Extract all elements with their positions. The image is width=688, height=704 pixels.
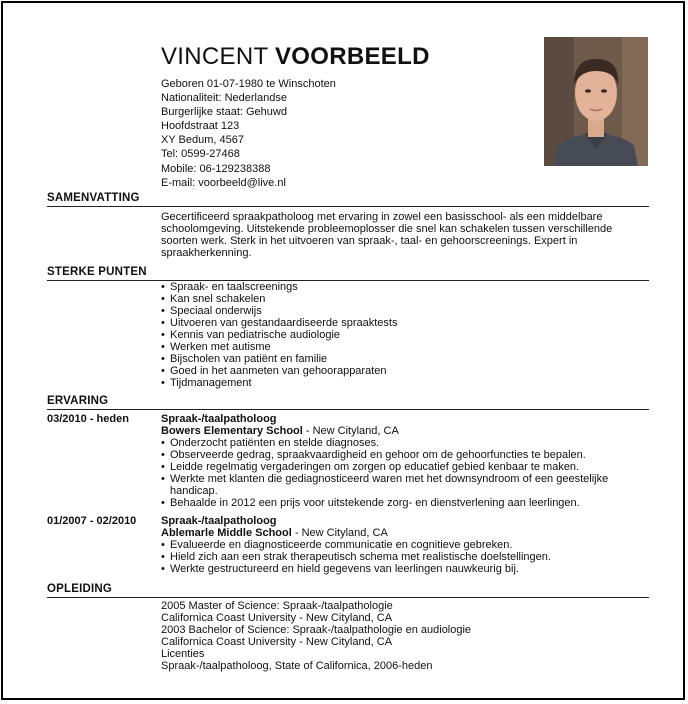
strengths-list <box>161 281 651 389</box>
list-item: • Behaalde in 2012 een prijs voor uitstekende zorg- en dienstverlening aan leerlingen. <box>161 497 651 509</box>
job-title: Spraak-/taalpatholoog <box>161 413 277 425</box>
profile-photo <box>544 37 648 166</box>
school-line: Californica Coast University - New Cityland, CA <box>161 636 393 648</box>
job-employer <box>161 527 651 539</box>
birth-info: Geboren 01-07-1980 te Winschoten <box>161 78 336 90</box>
job-employer <box>161 425 651 437</box>
degree-line: 2003 Bachelor of Science: Spraak-/taalpathologie en audiologie <box>161 624 472 636</box>
job-duties <box>161 437 651 509</box>
list-item: • Leidde regelmatig vergaderingen om zorgen op educatief gebied kenbaar te maken. <box>161 461 651 473</box>
list-item: • Goed in het aanmeten van gehoorapparaten <box>161 365 651 377</box>
job-duties <box>161 539 651 575</box>
list-item: • Uitvoeren van gestandaardiseerde spraaktests <box>161 317 651 329</box>
list-item: • Tijdmanagement <box>161 377 651 389</box>
summary-heading: SAMENVATTING <box>47 192 140 204</box>
employer-name: Ablemarle Middle School <box>161 527 292 539</box>
summary-text: Gecertificeerd spraakpatholoog met ervaring in zowel een basisschool- als een middelbare schoolomgeving. Uitstekende probleemoplosser die snel kan schakelen tussen verschillende soorten werk. Sterk in het uitvoeren van spraak-, taal- en gehoorscreenings. Expert in spraakherkenning. <box>161 211 613 259</box>
contact-info <box>161 77 336 190</box>
list-item: • Kennis van pediatrische audiologie <box>161 329 651 341</box>
last-name: VOORBEELD <box>274 43 430 70</box>
list-item: • Werken met autisme <box>161 341 651 353</box>
education-divider <box>47 597 649 598</box>
nationality: Nationaliteit: Nederlandse <box>161 92 287 105</box>
list-item: • Kan snel schakelen <box>161 293 651 305</box>
street-address: Hoofdstraat 123 <box>161 120 240 133</box>
degree-line: 2005 Master of Science: Spraak-/taalpathologie <box>161 600 393 612</box>
resume-page <box>1 1 685 700</box>
school-line: Californica Coast University - New Cityland, CA <box>161 612 393 624</box>
employer-location: - New Cityland, CA <box>302 425 399 437</box>
phone: Tel: 0599-27468 <box>161 148 240 161</box>
candidate-name <box>161 43 430 71</box>
list-item: • Werkte gestructureerd en hield gegevens van leerlingen nauwkeurig bij. <box>161 563 651 575</box>
license-line: Spraak-/taalpatholoog, State of Californica, 2006-heden <box>161 660 433 672</box>
job-entry <box>161 515 651 575</box>
job-dates: 03/2010 - heden <box>47 413 129 425</box>
job-dates: 01/2007 - 02/2010 <box>47 515 137 527</box>
list-item: • Observeerde gedrag, spraakvaardigheid en gehoor om de gehoorfuncties te bepalen. <box>161 449 651 461</box>
strengths-heading: STERKE PUNTEN <box>47 266 147 278</box>
list-item: • Spraak- en taalscreenings <box>161 281 651 293</box>
education-heading: OPLEIDING <box>47 583 113 595</box>
job-title: Spraak-/taalpatholoog <box>161 515 277 527</box>
list-item: • Onderzocht patiënten en stelde diagnoses. <box>161 437 651 449</box>
job-entry <box>161 413 651 509</box>
employer-location: - New Cityland, CA <box>291 527 388 539</box>
summary-divider <box>47 206 649 207</box>
list-item: • Speciaal onderwijs <box>161 305 651 317</box>
first-name: VINCENT <box>161 43 269 70</box>
postal-city: XY Bedum, 4567 <box>161 134 244 147</box>
email: E-mail: voorbeeld@live.nl <box>161 176 286 189</box>
list-item: • Werkte met klanten die gediagnosticeerd waren met het downsyndroom of een geestelijke handicap. <box>161 473 651 497</box>
education-list <box>161 600 651 672</box>
employer-name: Bowers Elementary School <box>161 425 303 437</box>
list-item: • Hield zich aan een strak therapeutisch schema met realistische doelstellingen. <box>161 551 651 563</box>
experience-heading: ERVARING <box>47 395 109 407</box>
experience-divider <box>47 409 649 410</box>
list-item: • Evalueerde en diagnosticeerde communicatie en cognitieve gebreken. <box>161 539 651 551</box>
marital-status: Burgerlijke staat: Gehuwd <box>161 106 287 119</box>
list-item: • Bijscholen van patiënt en familie <box>161 353 651 365</box>
licenses-heading: Licenties <box>161 648 205 660</box>
mobile: Mobile: 06-129238388 <box>161 162 271 175</box>
